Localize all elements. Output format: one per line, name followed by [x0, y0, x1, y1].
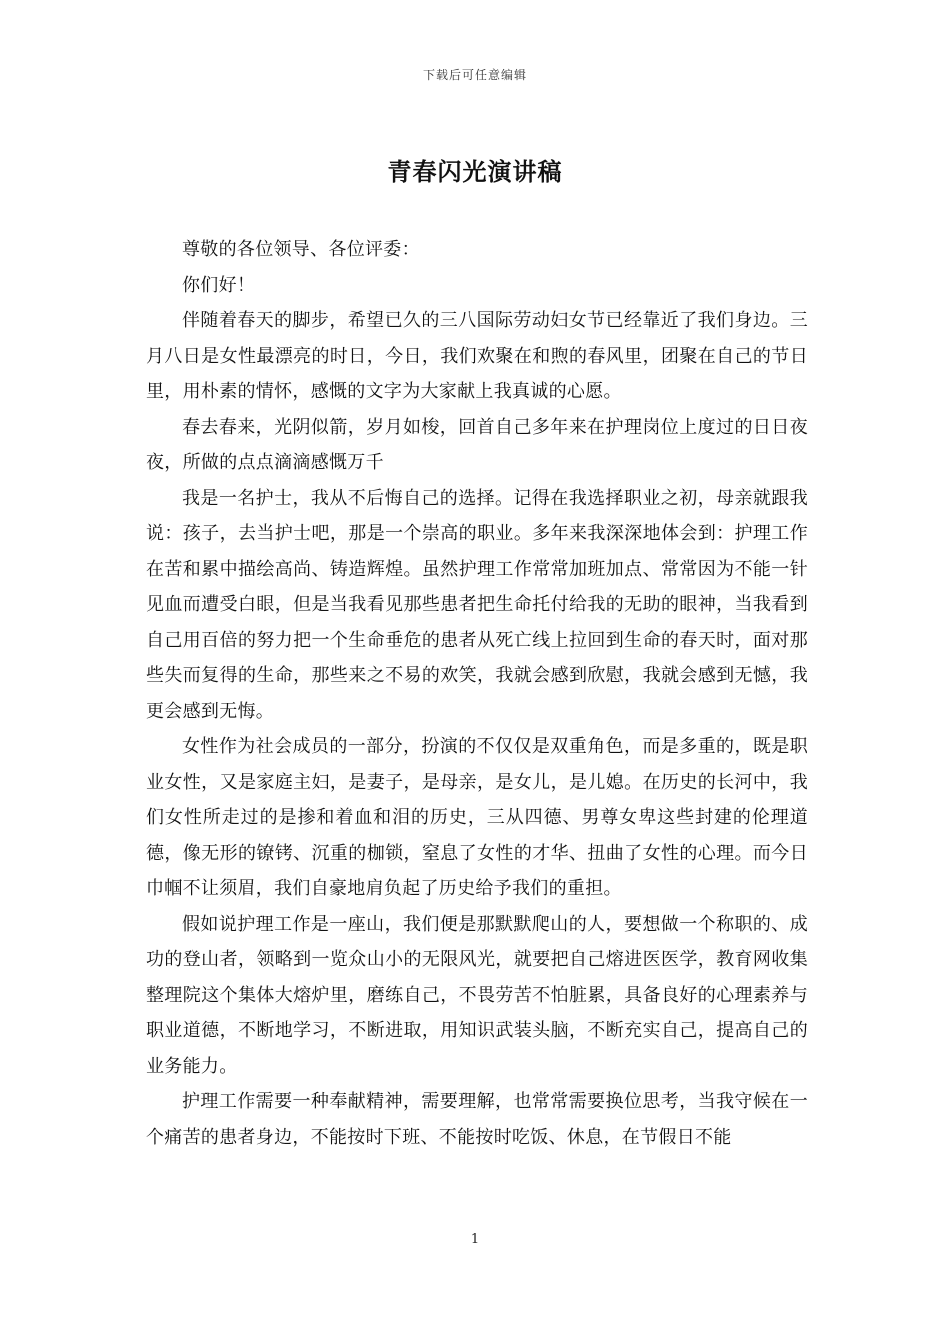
- paragraph: 春去春来，光阴似箭，岁月如梭，回首自己多年来在护理岗位上度过的日日夜夜，所做的点点滴滴感慨万千: [146, 416, 808, 473]
- paragraph: 我是一名护士，我从不后悔自己的选择。记得在我选择职业之初，母亲就跟我说：孩子，去当护士吧，那是一个崇高的职业。多年来我深深地体会到：护理工作在苦和累中描绘高尚、铸造辉煌。虽然护理工作常常加班加点、常常因为不能一针见血而遭受白眼，但是当我看见那些患者把生命托付给我的无助的眼神，当我看到自己用百倍的努力把一个生命垂危的患者从死亡线上拉回到生命的春天时，面对那些失而复得的生命，那些来之不易的欢笑，我就会感到欣慰，我就会感到无憾，我更会感到无悔。: [146, 487, 808, 722]
- header-note: 下载后可任意编辑: [422, 68, 527, 82]
- paragraph: 护理工作需要一种奉献精神，需要理解，也常常需要换位思考，当我守候在一个痛苦的患者身边，不能按时下班、不能按时吃饭、休息，在节假日不能: [146, 1091, 808, 1148]
- paragraph-greeting: 你们好！: [182, 274, 256, 296]
- document-body: [146, 232, 808, 1155]
- page-number: 1: [470, 1232, 480, 1247]
- paragraph: 假如说护理工作是一座山，我们便是那默默爬山的人，要想做一个称职的、成功的登山者，领略到一览众山小的无限风光，就要把自己熔进医医学，教育网收集整理院这个集体大熔炉里，磨练自己，不畏劳苦不怕脏累，具备良好的心理素养与职业道德，不断地学习，不断进取，用知识武装头脑，不断充实自己，提高自己的业务能力。: [146, 913, 808, 1077]
- paragraph: 女性作为社会成员的一部分，扮演的不仅仅是双重角色，而是多重的，既是职业女性，又是家庭主妇，是妻子，是母亲，是女儿，是儿媳。在历史的长河中，我们女性所走过的是掺和着血和泪的历史，三从四德、男尊女卑这些封建的伦理道德，像无形的镣铐、沉重的枷锁，窒息了女性的才华、扭曲了女性的心理。而今日巾帼不让须眉，我们自豪地肩负起了历史给予我们的重担。: [146, 736, 808, 899]
- document-title: 青春闪光演讲稿: [387, 157, 563, 186]
- paragraph: 伴随着春天的脚步，希望已久的三八国际劳动妇女节已经靠近了我们身边。三月八日是女性最漂亮的时日，今日，我们欢聚在和煦的春风里，团聚在自己的节日里，用朴素的情怀，感慨的文字为大家献上我真诚的心愿。: [146, 310, 808, 402]
- paragraph-salutation: 尊敬的各位领导、各位评委：: [182, 239, 420, 260]
